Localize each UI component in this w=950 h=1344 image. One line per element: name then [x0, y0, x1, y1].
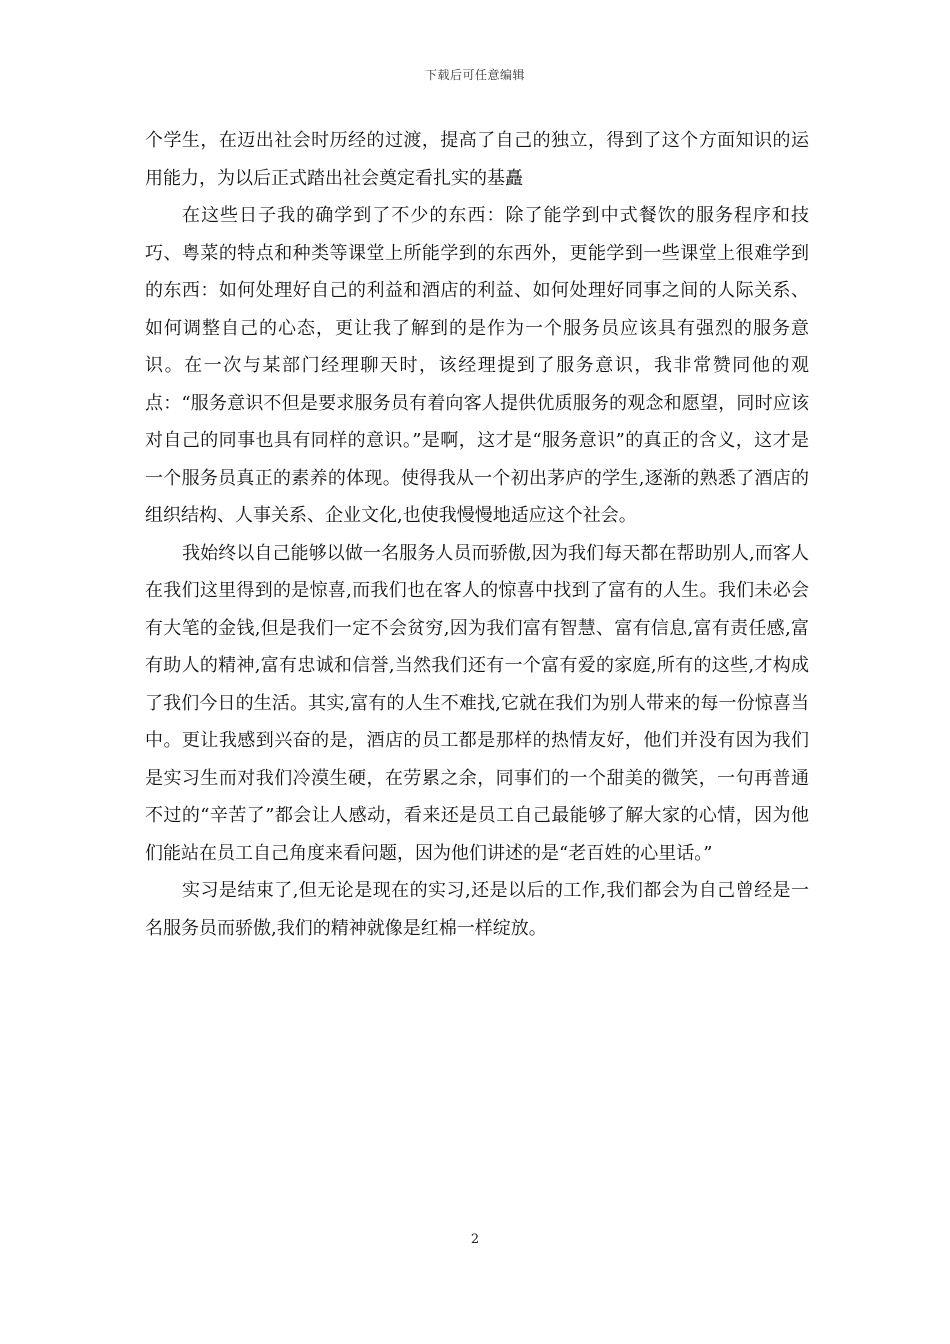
paragraph-3: 我始终以自己能够以做一名服务人员而骄傲,因为我们每天都在帮助别人,而客人在我们这里得到的是惊喜,而我们也在客人的惊喜中找到了富有的人生。我们未必会有大笔的金钱,但是我们一定不会贫穷,因为我们富有智慧、富有信息,富有责任感,富有助人的精神,富有忠诚和信誉,当然我们还有一个富有爱的家庭,所有的这些,才构成了我们今日的生活。其实,富有的人生不难找,它就在我们为别人带来的每一份惊喜当中。更让我感到兴奋的是，酒店的员工都是那样的热情友好，他们并没有因为我们是实习生而对我们冷漠生硬，在劳累之余，同事们的一个甜美的微笑，一句再普通不过的“辛苦了”都会让人感动，看来还是员工自己最能够了解大家的心情，因为他们能站在员工自己角度来看问题，因为他们讲述的是“老百姓的心里话。” — [145, 542, 809, 864]
page-header: 下载后可任意编辑 — [424, 68, 525, 82]
paragraph-1: 个学生，在迈出社会时历经的过渡，提高了自己的独立，得到了这个方面知识的运用能力，为以后正式踏出社会奠定看扎实的基矗 — [145, 130, 809, 189]
paragraph-2: 在这些日子我的确学到了不少的东西：除了能学到中式餐饮的服务程序和技巧、粤菜的特点和种类等课堂上所能学到的东西外，更能学到一些课堂上很难学到的东西：如何处理好自己的利益和酒店的利益、如何处理好同事之间的人际关系、如何调整自己的心态，更让我了解到的是作为一个服务员应该具有强烈的服务意识。在一次与某部门经理聊天时，该经理提到了服务意识，我非常赞同他的观点：“服务意识不但是要求服务员有着向客人提供优质服务的观念和愿望，同时应该对自己的同事也具有同样的意识。”是啊，这才是“服务意识”的真正的含义，这才是一个服务员真正的素养的体现。使得我从一个初出茅庐的学生,逐渐的熟悉了酒店的组织结构、人事关系、企业文化,也使我慢慢地适应这个社会。 — [145, 205, 809, 526]
document-body — [145, 122, 809, 947]
paragraph-4: 实习是结束了,但无论是现在的实习,还是以后的工作,我们都会为自己曾经是一名服务员而骄傲,我们的精神就像是红棉一样绽放。 — [145, 880, 809, 939]
page-number: 2 — [470, 1232, 480, 1247]
